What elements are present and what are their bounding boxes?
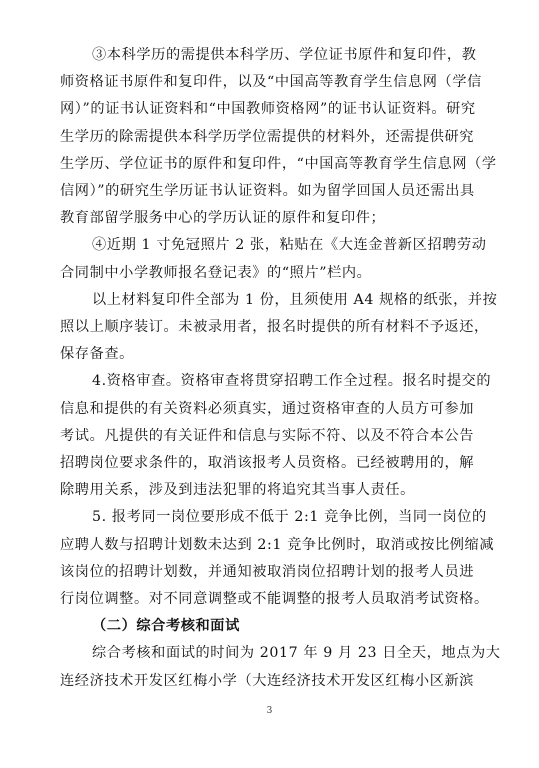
- text-line: 保存备查。: [60, 346, 134, 363]
- text-line: 行岗位调整。对不同意调整或不能调整的报考人员取消考试资格。: [60, 591, 489, 607]
- text-line: 信网）”的研究生学历证书认证资料。如为留学回国人员还需出具: [60, 183, 475, 199]
- text-line: ④近期 1 寸免冠照片 2 张，粘贴在《大连金普新区招聘劳动: [92, 237, 487, 254]
- text-line: 网）”的证书认证资料和“中国教师资格网”的证书认证资料。研究: [60, 101, 476, 118]
- text-line: 综合考核和面试的时间为 2017 年 9 月 23 日全天，地点为大: [92, 645, 501, 662]
- page-number: 3: [266, 706, 273, 716]
- section-heading: （二）综合考核和面试: [92, 618, 240, 635]
- text-line: 信息和提供的有关资料必须真实，通过资格审查的人员方可参加: [60, 400, 475, 417]
- text-line: 合同制中小学教师报名登记表》的“照片”栏内。: [60, 264, 372, 281]
- text-line: ③本科学历的需提供本科学历、学位证书原件和复印件，教: [92, 47, 477, 63]
- text-line: 连经济技术开发区红梅小学（大连经济技术开发区红梅小区新滨: [60, 672, 475, 689]
- text-line: 5. 报考同一岗位要形成不低于 2:1 竞争比例，当同一岗位的: [92, 509, 487, 526]
- text-line: 师资格证书原件和复印件，以及“中国高等教育学生信息网（学信: [60, 74, 482, 91]
- text-line: 该岗位的招聘计划数，并通知被取消岗位招聘计划的报考人员进: [60, 563, 475, 580]
- text-line: 考试。凡提供的有关证件和信息与实际不符、以及不符合本公告: [60, 427, 475, 444]
- text-line: 生学历的除需提供本科学历学位需提供的材料外，还需提供研究: [60, 128, 475, 145]
- text-line: 教育部留学服务中心的学历认证的原件和复印件；: [60, 210, 386, 227]
- text-line: 4.资格审查。资格审查将贯穿招聘工作全过程。报名时提交的: [92, 373, 492, 390]
- text-line: 应聘人数与招聘计划数未达到 2:1 竞争比例时，取消或按比例缩减: [60, 536, 495, 553]
- text-line: 以上材料复印件全部为 1 份，且须使用 A4 规格的纸张，并按: [92, 291, 498, 308]
- text-line: 招聘岗位要求条件的，取消该报考人员资格。已经被聘用的，解: [60, 455, 475, 471]
- text-line: 照以上顺序装订。未被录用者，报名时提供的所有材料不予返还，: [60, 319, 489, 335]
- text-line: 除聘用关系，涉及到违法犯罪的将追究其当事人责任。: [60, 482, 415, 499]
- text-line: 生学历、学位证书的原件和复印件，“中国高等教育学生信息网（学: [60, 155, 497, 172]
